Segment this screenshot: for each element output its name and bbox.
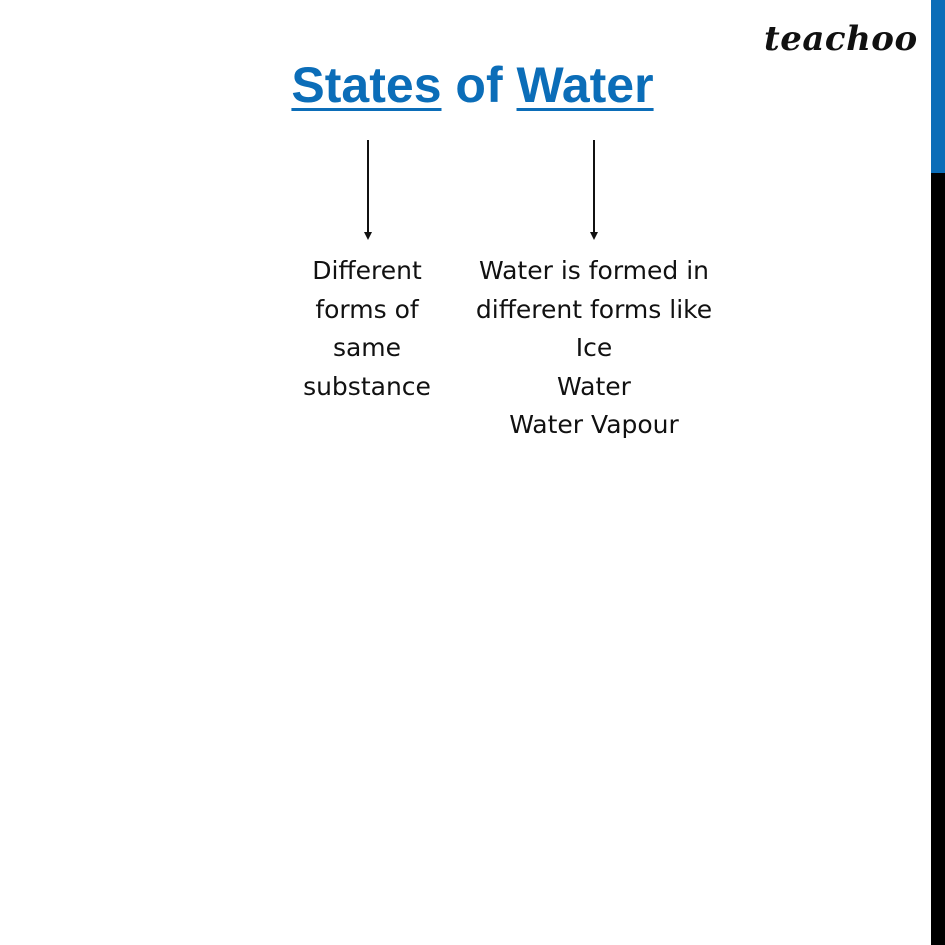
branch-right-line: Water is formed in — [478, 256, 710, 285]
side-bar-dark — [931, 173, 945, 945]
branch-right-line: different forms like — [475, 294, 713, 324]
title-word-states: States — [291, 57, 442, 113]
branch-left-text — [267, 252, 467, 406]
branch-right-item-ice: Ice — [575, 333, 613, 362]
title-word-water: Water — [516, 57, 654, 113]
branch-left-line: Different — [312, 256, 422, 285]
branch-left-line: forms of — [315, 294, 419, 324]
branch-right-item-vapour: Water Vapour — [509, 410, 679, 439]
title-word-of: of — [455, 57, 503, 113]
branch-left-line: same — [332, 333, 402, 362]
branch-left-line: substance — [303, 371, 431, 401]
branch-right-text — [444, 252, 744, 445]
branch-right-item-water: Water — [557, 371, 631, 401]
teachoo-logo: teachoo — [764, 19, 918, 59]
